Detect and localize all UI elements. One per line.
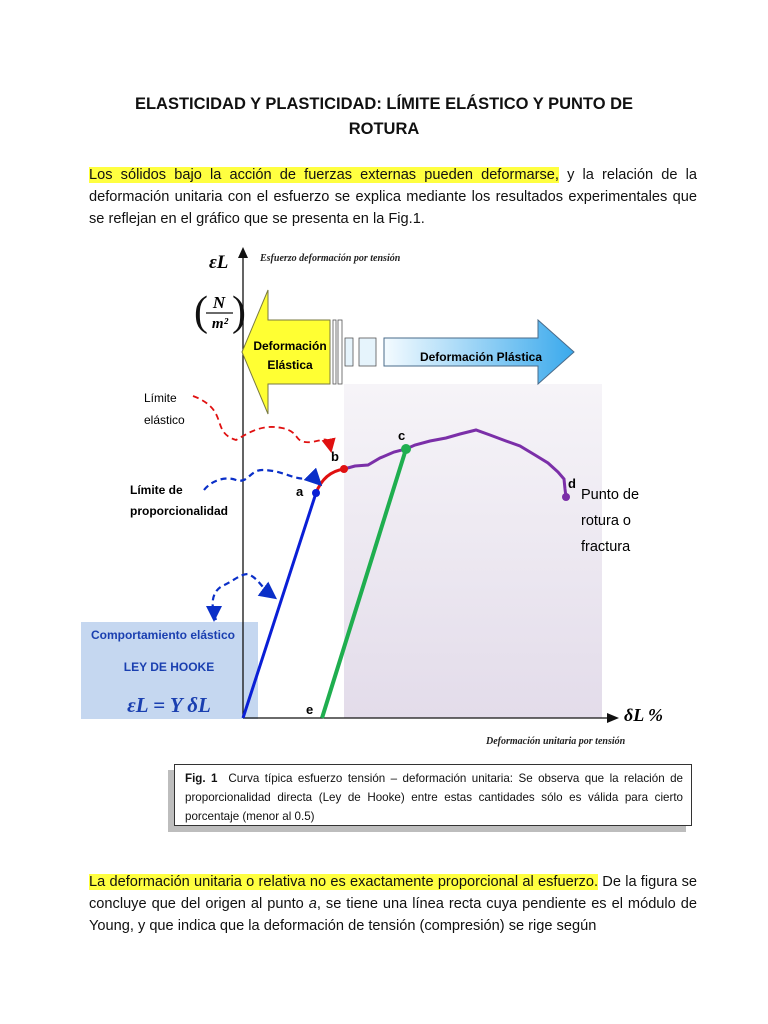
y-axis-arrowhead <box>238 247 248 258</box>
x-axis-symbol: δL % <box>624 705 664 725</box>
point-a-label: a <box>296 484 304 499</box>
y-unit-numerator: N <box>212 293 226 312</box>
point-c-dot <box>401 444 411 454</box>
point-e-label: e <box>306 702 314 717</box>
intro-rest: y la relación de la deformación unitaria con el esfuerzo se explica mediante los resultados experimentales que se reflejan en el gráfico que se presenta en la Fig.1. <box>89 167 697 227</box>
figure-caption <box>174 764 692 826</box>
point-d-label: d <box>568 476 576 491</box>
title-line-1: ELASTICIDAD Y PLASTICIDAD: LÍMITE ELÁSTICO Y PUNTO DE <box>134 95 634 113</box>
point-b-dot <box>340 465 348 473</box>
second-rest-2: , se tiene una línea recta cuya pendiente es el módulo de Young, y que indica que la deformación de tensión (compresión) se rige según <box>89 896 697 934</box>
title-line-2: ROTURA <box>348 120 420 138</box>
y-unit-paren: ( <box>194 289 208 335</box>
limit-elastic-line1: Límite <box>144 391 177 405</box>
y-unit-denominator: m² <box>211 316 229 332</box>
y-axis-symbol: εL <box>209 252 229 273</box>
limit-elastic-pointer <box>193 396 330 446</box>
elastic-line <box>243 493 316 718</box>
y-axis-title: Esfuerzo deformación por tensión <box>260 253 401 264</box>
second-paragraph <box>89 871 697 937</box>
break-line3: fractura <box>581 539 631 555</box>
x-axis-arrowhead <box>607 713 619 723</box>
hooke-law: LEY DE HOOKE <box>123 660 215 674</box>
break-line2: rotura o <box>581 513 631 529</box>
arrow-stripe-2 <box>338 320 342 384</box>
x-axis-title: Deformación unitaria por tensión <box>486 736 626 747</box>
caption-label: Fig. 1 <box>185 772 218 785</box>
arrow-stripe-3 <box>345 338 353 366</box>
second-point-a: a <box>308 896 317 912</box>
limit-elastic-line2: elástico <box>144 413 185 427</box>
plastic-region <box>344 384 602 718</box>
limit-prop-line2: proporcionalidad <box>130 504 229 518</box>
plastic-arrow-label: Deformación Plástica <box>419 350 543 364</box>
second-rest-1: De la figura se concluye que del origen al punto <box>89 874 697 912</box>
second-highlight: La deformación unitaria o relativa no es exactamente proporcional al esfuerzo. <box>89 874 599 890</box>
point-a-dot <box>312 489 320 497</box>
point-b-label: b <box>331 449 339 464</box>
point-c-label: c <box>398 428 406 443</box>
arrow-stripe-1 <box>333 320 336 384</box>
elastic-arrow-line2: Elástica <box>267 358 313 372</box>
red-segment <box>316 469 344 493</box>
y-unit-paren-close: ) <box>232 289 246 335</box>
limit-prop-line1: Límite de <box>130 483 183 497</box>
hooke-pointer <box>213 574 270 620</box>
point-d-dot <box>562 493 570 501</box>
arrow-stripe-4 <box>359 338 376 366</box>
hooke-title: Comportamiento elástico <box>90 628 236 642</box>
intro-highlight: Los sólidos bajo la acción de fuerzas externas pueden deformarse, <box>89 167 559 183</box>
hooke-formula: εL = Y δL <box>127 693 211 717</box>
elastic-arrow-line1: Deformación <box>253 339 327 353</box>
break-line1: Punto de <box>581 487 640 503</box>
caption-text: Curva típica esfuerzo tensión – deformación unitaria: Se observa que la relación de proporcionalidad directa (Ley de Hooke) entre estas cantidades sólo es válida para cierto porcentaje (menor al 0.5) <box>185 772 683 823</box>
